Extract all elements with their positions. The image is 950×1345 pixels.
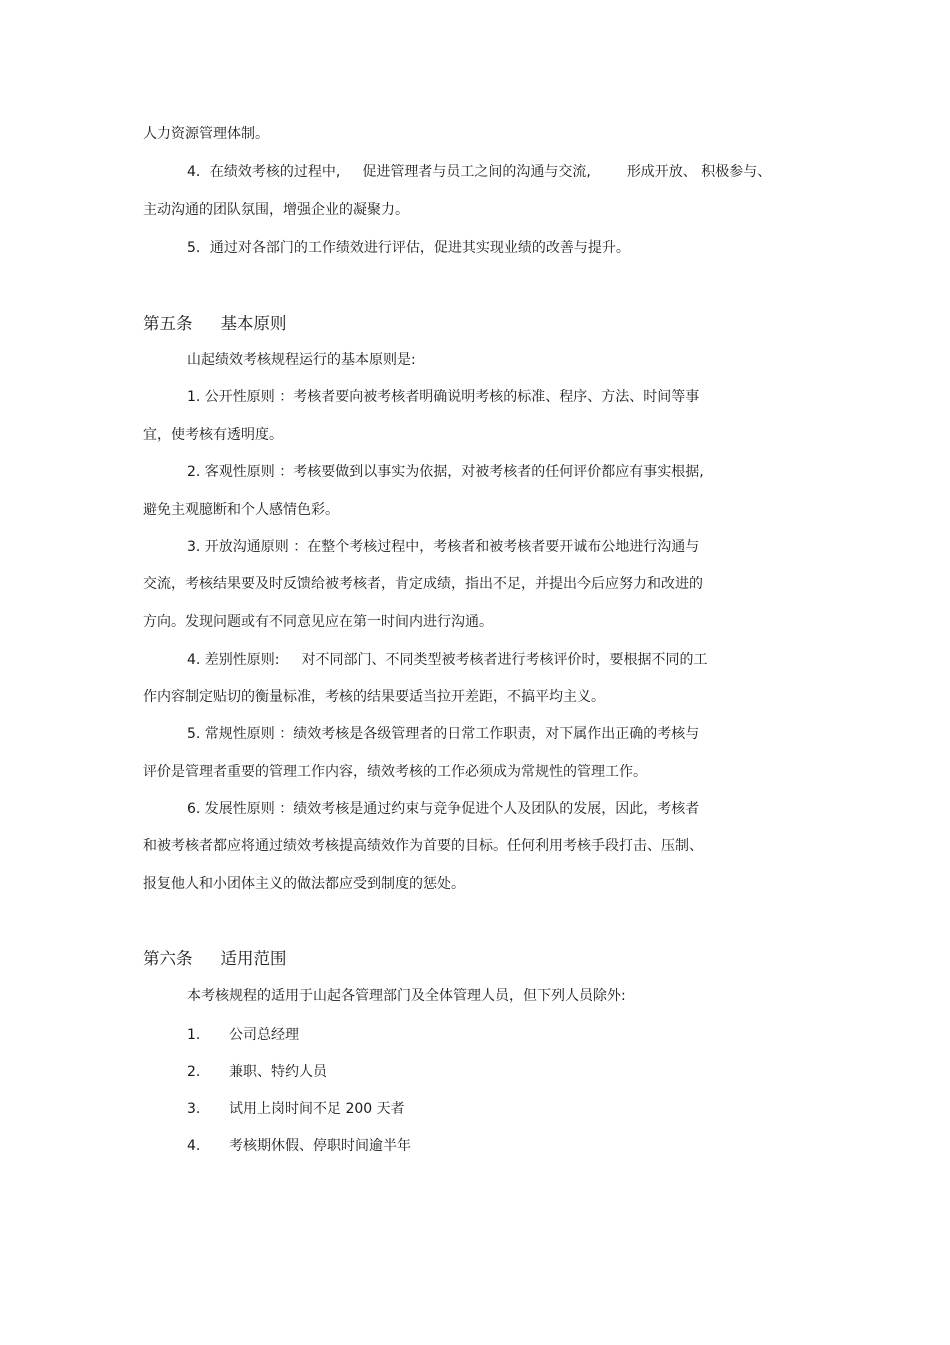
article-6-number: 第六条 <box>143 949 193 968</box>
principle-2-cont: 避免主观臆断和个人感情色彩。 <box>143 502 339 518</box>
article-6-intro: 本考核规程的适用于山起各管理部门及全体管理人员，但下列人员除外: <box>187 988 626 1004</box>
exclusion-item <box>187 1062 867 1082</box>
article-5-heading <box>143 313 823 335</box>
objective-5: 5．通过对各部门的工作绩效进行评估，促进其实现业绩的改善与提升。 <box>187 240 630 256</box>
objective-4-end: 形成开放、 积极参与、 <box>626 164 772 180</box>
principle-3-head: 3. 开放沟通原则 ：在整个考核过程中，考核者和被考核者要开诚布公地进行沟通与 <box>187 539 700 555</box>
principle-3-cont-2: 方向。发现问题或有不同意见应在第一时间内进行沟通。 <box>143 614 493 630</box>
exclusion-text: 试用上岗时间不足 200 天者 <box>229 1101 405 1117</box>
objective-4-cont: 主动沟通的团队氛围，增强企业的凝聚力。 <box>143 202 409 218</box>
exclusion-num: 3. <box>187 1101 201 1117</box>
principle-3-cont-1: 交流，考核结果要及时反馈给被考核者，肯定成绩，指出不足，并提出今后应努力和改进的 <box>143 576 703 592</box>
exclusion-num: 2. <box>187 1064 201 1080</box>
principle-2-head: 2. 客观性原则 ：考核要做到以事实为依据，对被考核者的任何评价都应有事实根据, <box>187 464 704 480</box>
principle-6-head: 6. 发展性原则 ：绩效考核是通过约束与竞争促进个人及团队的发展，因此，考核者 <box>187 801 700 817</box>
principle-5-cont: 评价是管理者重要的管理工作内容，绩效考核的工作必须成为常规性的管理工作。 <box>143 764 647 780</box>
article-5-number: 第五条 <box>143 314 193 333</box>
objective-4 <box>187 162 867 182</box>
principle-1-cont: 宜，使考核有透明度。 <box>143 427 283 443</box>
exclusion-text: 兼职、特约人员 <box>229 1064 327 1080</box>
principle-4-label: 4. 差别性原则: <box>187 652 280 668</box>
article-6-title: 适用范围 <box>220 949 287 968</box>
principle-4-cont: 作内容制定贴切的衡量标准，考核的结果要适当拉开差距，不搞平均主义。 <box>143 689 605 705</box>
exclusion-item <box>187 1136 867 1156</box>
principle-1-head: 1. 公开性原则 ：考核者要向被考核者明确说明考核的标准、程序、方法、时间等事 <box>187 389 700 405</box>
exclusion-item <box>187 1099 867 1119</box>
exclusion-text: 考核期休假、停职时间逾半年 <box>229 1138 411 1154</box>
exclusion-num: 4. <box>187 1138 201 1154</box>
objective-4-mid: 促进管理者与员工之间的沟通与交流, <box>362 164 591 180</box>
principle-5-head: 5. 常规性原则 ：绩效考核是各级管理者的日常工作职责，对下属作出正确的考核与 <box>187 726 700 742</box>
exclusion-num: 1. <box>187 1027 201 1043</box>
principle-4-head <box>187 650 867 670</box>
article-5-intro: 山起绩效考核规程运行的基本原则是: <box>187 352 416 368</box>
principle-6-cont-2: 报复他人和小团体主义的做法都应受到制度的惩处。 <box>143 876 465 892</box>
article-6-heading <box>143 948 823 970</box>
principle-4-rest: 对不同部门、不同类型被考核者进行考核评价时，要根据不同的工 <box>301 652 708 668</box>
principle-6-cont-1: 和被考核者都应将通过绩效考核提高绩效作为首要的目标。任何利用考核手段打击、压制、 <box>143 838 703 854</box>
exclusion-text: 公司总经理 <box>229 1027 299 1043</box>
article-5-title: 基本原则 <box>220 314 287 333</box>
intro-tail: 人力资源管理体制。 <box>143 126 269 142</box>
exclusion-item <box>187 1025 867 1045</box>
objective-4-num: 4．在绩效考核的过程中, <box>187 164 341 180</box>
